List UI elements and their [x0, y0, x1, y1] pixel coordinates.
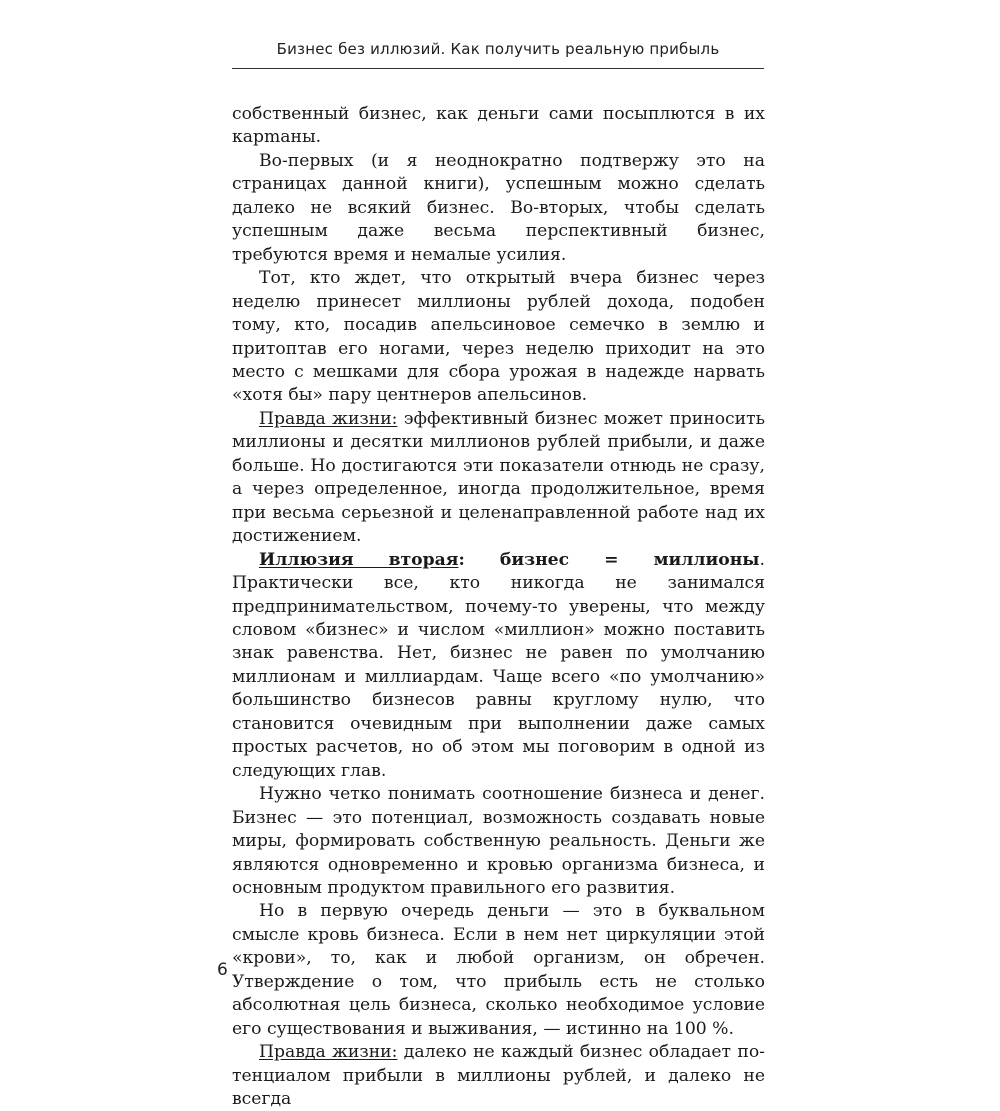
truth-of-life-label-2: Правда жизни:: [259, 1042, 398, 1063]
paragraph-4-text: эффективный бизнес может приносить миллионы и десятки миллионов рублей прибыли, и даже больше. Но достигаются эти показатели отнюдь не сразу, а через определенное, иногда продолжительное, время при весьма серьезной и целенаправленной работе над их достижением.: [232, 408, 765, 547]
paragraph-4: [232, 408, 765, 549]
illusion-two-label: Иллюзия вторая: [259, 549, 459, 570]
paragraph-1: собственный бизнес, как деньги сами посыплются в их карmаны.: [232, 104, 765, 148]
paragraph-7: Но в первую очередь деньги — это в буквальном смысле кровь бизнеса. Если в нем нет циркуляции этой «крови», то, как и любой организм, он обречен. Утверждение о том, что прибыль есть не столько абсолютная цель бизнеса, сколько необходимое условие его существования и выживания, — истинно на 100 %.: [232, 901, 765, 1039]
illusion-two-title: : бизнес = миллионы: [458, 549, 760, 570]
running-head: Бизнес без иллюзий. Как получить реальную прибыль: [276, 40, 720, 58]
body-text: [232, 103, 765, 1111]
paragraph-6: Нужно четко понимать соотношение бизнеса и денег. Бизнес — это потенциал, возможность создавать новые миры, формировать собственную реальность. Деньги же являются одновременно и кровью организма бизнеса, и основным продуктом правильного его развития.: [232, 784, 765, 898]
truth-of-life-label: Правда жизни:: [259, 408, 398, 429]
paragraph-8-text: далеко не каждый бизнес обладает потенциалом прибыли в миллионы рублей, и далеко не всегда: [232, 1042, 765, 1110]
paragraph-5-text: . Практически все, кто никогда не занимался предпринимательством, почему-то уверены, что между словом «бизнес» и числом «миллион» можно поставить знак равенства. Нет, бизнес не равен по умолчанию миллионам и миллиардам. Чаще всего «по умолчанию» большинство бизнесов равны круглому нулю, что становится очевидным при выполнении даже самых простых расчетов, но об этом мы поговорим в одной из следующих глав.: [232, 549, 765, 781]
paragraph-5: [232, 549, 765, 784]
paragraph-8: [232, 1041, 765, 1111]
page-number: 6: [217, 960, 228, 980]
paragraph-3: Тот, кто ждет, что открытый вчера бизнес через неделю принесет миллионы рублей дохода, подобен тому, кто, посадив апельсиновое семечко в землю и притоптав его ногами, через неделю приходит на это место с мешками для сбора урожая в надежде нарвать «хотя бы» пару центнеров апельсинов.: [232, 268, 765, 406]
paragraph-2: Во-первых (и я неоднократно подтвержу это на страницах данной книги), успешным можно сделать далеко не всякий бизнес. Во-вторых, чтобы сделать успешным даже весьма перспективный бизнес, требуются время и немалые усилия.: [232, 150, 765, 265]
header-rule: [232, 68, 764, 69]
